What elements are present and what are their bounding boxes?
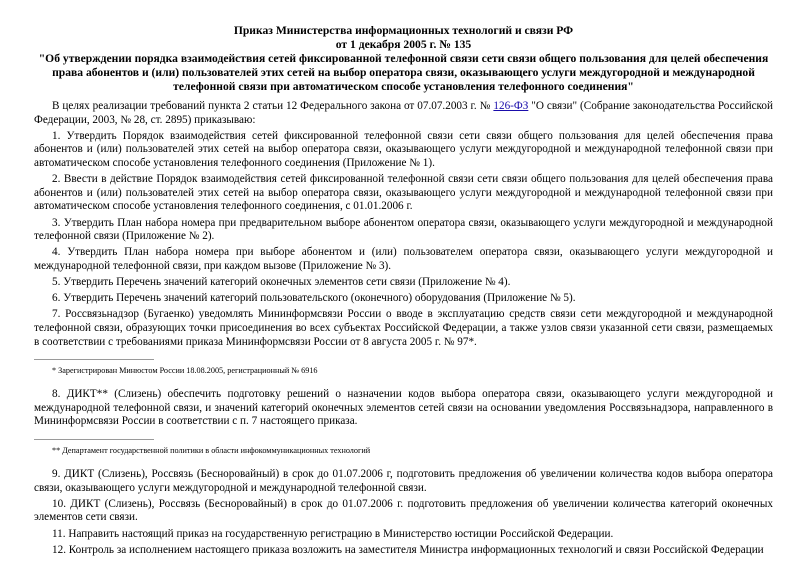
intro-text-after: "О связи" (Собрание законодательства Российской Федерации, 2003, № 28, ст. 2895) приказываю: [34,100,773,126]
title-line-4: права абонентов и (или) пользователей этих сетей на выбор оператора связи, оказывающего услуги междугородной и международной [52,66,755,79]
item-6: 6. Утвердить Перечень значений категорий пользовательского (оконечного) оборудования (Приложение № 5). [52,292,576,305]
item-7: 7. Россвязьнадзор (Бугаенко) уведомлять Мининформсвязи России о вводе в эксплуатацию средств связи сети междугородной и международной телефонной связи, образующих точки присоединения во всех субъектах Российской Федерации, а также узлов связи указанной сети связи, размещаемых в соответствии с требованиями приказа Мининформсвязи России от 8 августа 2005 г. № 97*. [34,308,773,348]
item-5: 5. Утвердить Перечень значений категорий оконечных элементов сети связи (Приложение № 4). [52,276,511,289]
footnote-2: ** Департамент государственной политики в области инфокоммуникационных технологий [52,446,371,456]
title-line-1: Приказ Министерства информационных технологий и связи РФ [233,24,574,37]
document-body [34,100,773,557]
item-2: 2. Ввести в действие Порядок взаимодействия сетей фиксированной телефонной связи сети связи общего пользования для целей обеспечения права абонентов и (или) пользователей этих сетей на выбор оператора связи, оказывающего услуги междугородной и международной телефонной связи при автоматическом способе установления телефонного соединения, с 01.01.2006 г. [34,173,773,213]
intro-paragraph [34,100,773,127]
intro-text-before: В целях реализации требований пункта 2 статьи 12 Федерального закона от 07.07.2003 г. № [52,100,494,112]
item-9: 9. ДИКТ (Слизень), Россвязь (Бесноровайный) в срок до 01.07.2006 г, подготовить предложения об увеличении количества кодов выбора оператора связи, оказывающего услуги междугородной и международной телефонной связи. [34,468,773,494]
item-8: 8. ДИКТ** (Слизень) обеспечить подготовку решений о назначении кодов выбора оператора связи, оказывающего услуги междугородной и международной телефонной связи, и значений категорий оконечных элементов сетей связи на основании уведомления Россвязьнадзора, направленного в Мининформсвязи России в соответствии с п. 7 настоящего приказа. [34,388,773,428]
law-link[interactable]: 126-ФЗ [493,100,529,112]
item-3: 3. Утвердить План набора номера при предварительном выборе абонентом оператора связи, оказывающего услуги междугородной и международной телефонной связи (Приложение № 2). [34,216,773,243]
title-line-5: телефонной связи при автоматическом способе установления телефонного соединения" [173,80,634,93]
item-12: 12. Контроль за исполнением настоящего приказа возложить на заместителя Министра информационных технологий и связи Российской Федерации [52,543,764,556]
title-line-2: от 1 декабря 2005 г. № 135 [335,38,472,51]
item-1: 1. Утвердить Порядок взаимодействия сетей фиксированной телефонной связи сети связи общего пользования для целей обеспечения права абонентов и (или) пользователей этих сетей на выбор оператора связи, оказывающего услуги междугородной и международной телефонной связи при автоматическом способе установления телефонного соединения (Приложение № 1). [34,129,773,169]
footnote-1: * Зарегистрирован Минюстом России 18.08.2005, регистрационный № 6916 [52,366,318,376]
item-11: 11. Направить настоящий приказ на государственную регистрацию в Министерство юстиции Российской Федерации. [52,527,614,540]
title-line-3: "Об утверждении порядка взаимодействия сетей фиксированной телефонной связи сети связи общего пользования для целей обеспечения [38,52,769,65]
footnote-divider-1 [34,359,154,360]
footnote-divider-2 [34,439,154,440]
document-title [34,24,773,94]
item-4: 4. Утвердить План набора номера при выборе абонентом и (или) пользователем оператора связи, оказывающего услуги междугородной и международной телефонной связи, при каждом вызове (Приложение № 3). [34,246,773,272]
item-10: 10. ДИКТ (Слизень), Россвязь (Бесноровайный) в срок до 01.07.2006 г. подготовить предложения об увеличении количества категорий оконечных элементов сети связи. [34,497,773,524]
